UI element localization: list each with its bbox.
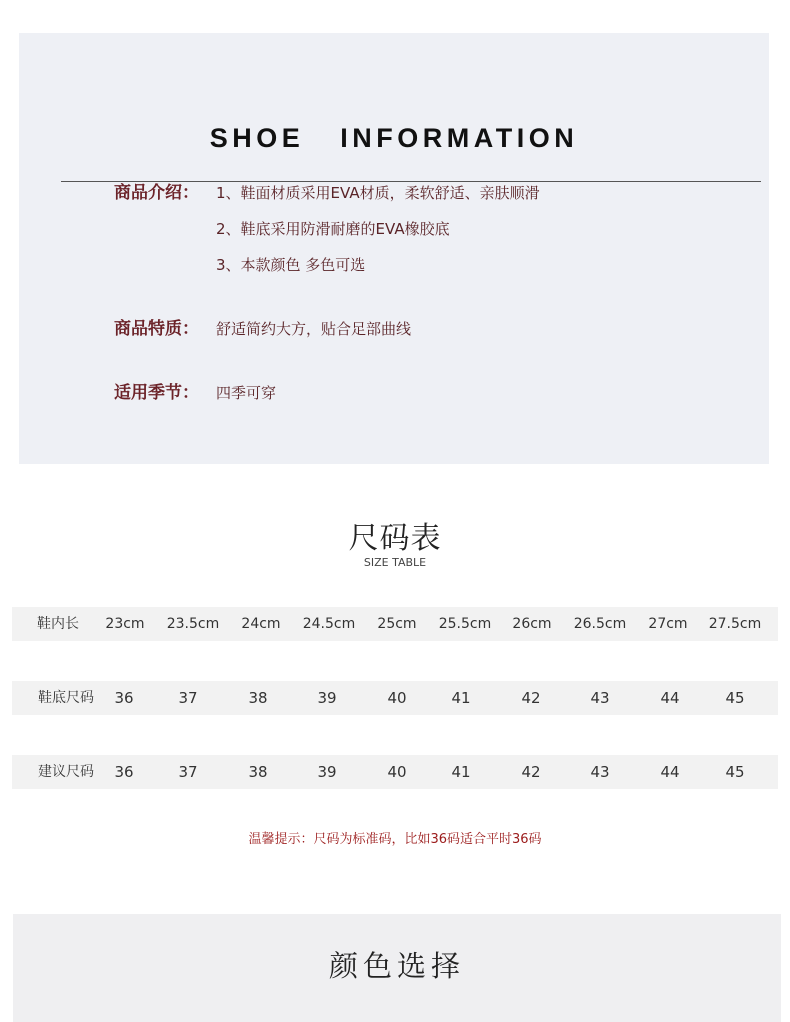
size-cell: 25.5cm [438, 616, 492, 632]
size-cell: 41 [451, 689, 471, 707]
size-cell: 38 [248, 689, 268, 707]
size-cell: 23.5cm [166, 616, 220, 632]
product-feature-value: 舒适简约大方，贴合足部曲线 [216, 320, 412, 338]
size-row-suggested-size [12, 755, 778, 789]
size-cell: 45 [725, 763, 745, 781]
size-cell: 39 [317, 763, 337, 781]
season-value: 四季可穿 [216, 384, 277, 402]
size-tip-note: 温馨提示：尺码为标准码，比如36码适合平时36码 [248, 832, 542, 847]
size-cell: 45 [725, 689, 745, 707]
size-cell: 26cm [512, 616, 552, 632]
product-intro-line: 1、鞋面材质采用EVA材质，柔软舒适、亲肤顺滑 [216, 184, 540, 202]
size-table-title: 尺码表 [348, 521, 442, 556]
size-cell: 42 [521, 689, 541, 707]
shoe-information-title: SHOE INFORMATION [209, 123, 579, 153]
size-cell: 36 [114, 763, 134, 781]
color-selection-title: 颜色选择 [328, 949, 465, 983]
size-row-label: 建议尺码 [38, 764, 94, 780]
size-row-sole-size [12, 681, 778, 715]
size-cell: 41 [451, 763, 471, 781]
size-cell: 24.5cm [302, 616, 356, 632]
size-cell: 42 [521, 763, 541, 781]
size-cell: 27.5cm [708, 616, 762, 632]
size-cell: 37 [178, 689, 198, 707]
size-cell: 23cm [105, 616, 145, 632]
size-cell: 25cm [377, 616, 417, 632]
size-cell: 27cm [648, 616, 688, 632]
product-intro-line: 2、鞋底采用防滑耐磨的EVA橡胶底 [216, 220, 450, 238]
size-cell: 24cm [241, 616, 281, 632]
size-row-insole-length [12, 607, 778, 641]
color-selection-panel [13, 914, 781, 1022]
size-cell: 36 [114, 689, 134, 707]
size-row-label: 鞋底尺码 [38, 690, 94, 706]
size-cell: 39 [317, 689, 337, 707]
size-cell: 44 [660, 689, 680, 707]
size-cell: 44 [660, 763, 680, 781]
size-cell: 43 [590, 689, 610, 707]
size-cell: 40 [387, 763, 407, 781]
product-intro-label: 商品介绍： [114, 183, 199, 203]
season-label: 适用季节： [114, 383, 199, 403]
size-cell: 26.5cm [573, 616, 627, 632]
size-table-subtitle: SIZE TABLE [363, 556, 427, 569]
size-row-label: 鞋内长 [37, 616, 79, 632]
product-intro-line: 3、本款颜色 多色可选 [216, 256, 366, 274]
size-cell: 38 [248, 763, 268, 781]
size-cell: 43 [590, 763, 610, 781]
size-cell: 40 [387, 689, 407, 707]
product-feature-label: 商品特质： [114, 319, 199, 339]
size-cell: 37 [178, 763, 198, 781]
